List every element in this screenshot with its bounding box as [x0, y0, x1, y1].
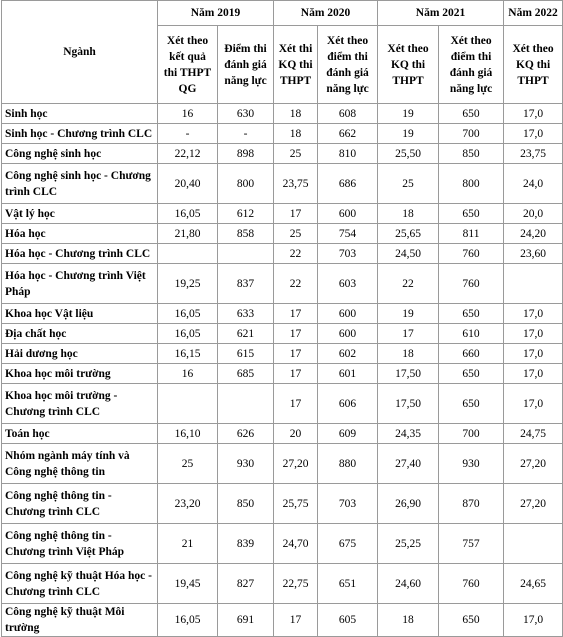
table-row — [2, 164, 563, 204]
subheader-2019-dgnl: Điểm thi đánh giá năng lực — [218, 26, 274, 104]
cell: 27,20 — [274, 444, 318, 484]
header-year-2019: Năm 2019 — [158, 1, 274, 26]
cell — [504, 524, 563, 564]
table-row — [2, 264, 563, 304]
cell: 17,50 — [378, 384, 439, 424]
cell: 17 — [274, 304, 318, 324]
cell: - — [158, 124, 218, 144]
table-row — [2, 384, 563, 424]
table-body — [2, 104, 563, 637]
cell: 21,80 — [158, 224, 218, 244]
row-name: Sinh học - Chương trình CLC — [2, 124, 158, 144]
table-row — [2, 484, 563, 524]
table-row — [2, 424, 563, 444]
cell: 18 — [378, 344, 439, 364]
row-name: Công nghệ thông tin - Chương trình CLC — [2, 484, 158, 524]
cell: 19,25 — [158, 264, 218, 304]
cell: 20 — [274, 424, 318, 444]
cell: 17,0 — [504, 104, 563, 124]
cell: 858 — [218, 224, 274, 244]
cell: 811 — [439, 224, 504, 244]
cell: 685 — [218, 364, 274, 384]
cell: 27,20 — [504, 484, 563, 524]
cell: 17 — [274, 324, 318, 344]
cell: 22 — [274, 264, 318, 304]
row-name: Sinh học — [2, 104, 158, 124]
cell: 17,50 — [378, 364, 439, 384]
cell: 757 — [439, 524, 504, 564]
cell: 23,60 — [504, 244, 563, 264]
row-name: Công nghệ sinh học — [2, 144, 158, 164]
cell: 930 — [218, 444, 274, 484]
cell: 26,90 — [378, 484, 439, 524]
table-row — [2, 364, 563, 384]
cell: 700 — [439, 424, 504, 444]
cell: 760 — [439, 244, 504, 264]
cell: 700 — [439, 124, 504, 144]
cell: 25,75 — [274, 484, 318, 524]
cell: 626 — [218, 424, 274, 444]
subheader-2019-thpt: Xét theo kết quả thi THPT QG — [158, 26, 218, 104]
cell: 22 — [274, 244, 318, 264]
cell: 16 — [158, 104, 218, 124]
cell — [218, 244, 274, 264]
cell: 703 — [318, 244, 378, 264]
table-row — [2, 444, 563, 484]
row-name: Hóa học — [2, 224, 158, 244]
cell: 22,12 — [158, 144, 218, 164]
cell: 23,75 — [504, 144, 563, 164]
subheader-2021-thpt: Xét theo KQ thi THPT — [378, 26, 439, 104]
header-year-2022: Năm 2022 — [504, 1, 563, 26]
cell: 17,0 — [504, 364, 563, 384]
cell: 25,65 — [378, 224, 439, 244]
cell: 880 — [318, 444, 378, 484]
cell: 810 — [318, 144, 378, 164]
subheader-2022-thpt: Xét theo KQ thi THPT — [504, 26, 563, 104]
row-name: Hải dương học — [2, 344, 158, 364]
cell: 27,40 — [378, 444, 439, 484]
cell: 608 — [318, 104, 378, 124]
cell: 650 — [439, 604, 504, 637]
cell: 17,0 — [504, 344, 563, 364]
row-name: Công nghệ thông tin - Chương trình Việt Pháp — [2, 524, 158, 564]
subheader-2020-dgnl: Xét theo điểm thi đánh giá năng lực — [318, 26, 378, 104]
cell: 16,05 — [158, 324, 218, 344]
cell: 651 — [318, 564, 378, 604]
cell: 24,0 — [504, 164, 563, 204]
cell: 691 — [218, 604, 274, 637]
cell: 17,0 — [504, 604, 563, 637]
cell: 16,05 — [158, 604, 218, 637]
row-name: Công nghệ kỹ thuật Hóa học - Chương trình CLC — [2, 564, 158, 604]
cell: 606 — [318, 384, 378, 424]
table-row — [2, 564, 563, 604]
cell: 24,65 — [504, 564, 563, 604]
cell — [158, 384, 218, 424]
cell: 827 — [218, 564, 274, 604]
header-year-2021: Năm 2021 — [378, 1, 504, 26]
cell: 20,0 — [504, 204, 563, 224]
cell: 850 — [218, 484, 274, 524]
cell: 609 — [318, 424, 378, 444]
cell: 662 — [318, 124, 378, 144]
table-row — [2, 244, 563, 264]
cell: 837 — [218, 264, 274, 304]
cell: 24,20 — [504, 224, 563, 244]
cell: 633 — [218, 304, 274, 324]
cell: 25,25 — [378, 524, 439, 564]
row-name: Hóa học - Chương trình CLC — [2, 244, 158, 264]
cell: 800 — [218, 164, 274, 204]
row-name: Toán học — [2, 424, 158, 444]
cell: 602 — [318, 344, 378, 364]
cell: 18 — [378, 204, 439, 224]
cell: 703 — [318, 484, 378, 524]
subheader-2021-dgnl: Xét theo điểm thi đánh giá năng lực — [439, 26, 504, 104]
row-name: Công nghệ sinh học - Chương trình CLC — [2, 164, 158, 204]
cell: 17 — [378, 324, 439, 344]
cell: 17,0 — [504, 124, 563, 144]
cell: 650 — [439, 204, 504, 224]
cell: 17 — [274, 364, 318, 384]
table-row — [2, 124, 563, 144]
cell: 19 — [378, 104, 439, 124]
row-name: Địa chất học — [2, 324, 158, 344]
table-row — [2, 324, 563, 344]
cell: 17,0 — [504, 304, 563, 324]
row-name: Vật lý học — [2, 204, 158, 224]
cell: 18 — [274, 104, 318, 124]
cell: 25,50 — [378, 144, 439, 164]
cell: 601 — [318, 364, 378, 384]
cell: 754 — [318, 224, 378, 244]
cell: 760 — [439, 264, 504, 304]
row-name: Hóa học - Chương trình Việt Pháp — [2, 264, 158, 304]
cell: - — [218, 124, 274, 144]
table-row — [2, 104, 563, 124]
cell: 839 — [218, 524, 274, 564]
cell: 16 — [158, 364, 218, 384]
cell: 600 — [318, 324, 378, 344]
cell — [218, 384, 274, 424]
row-name: Nhóm ngành máy tính và Công nghệ thông tin — [2, 444, 158, 484]
cell: 17,0 — [504, 384, 563, 424]
row-name: Khoa học môi trường - Chương trình CLC — [2, 384, 158, 424]
table-row — [2, 524, 563, 564]
cell: 675 — [318, 524, 378, 564]
cell: 610 — [439, 324, 504, 344]
cell: 24,70 — [274, 524, 318, 564]
cell: 605 — [318, 604, 378, 637]
row-name: Khoa học môi trường — [2, 364, 158, 384]
cell: 16,05 — [158, 304, 218, 324]
cell: 660 — [439, 344, 504, 364]
table-row — [2, 344, 563, 364]
cell: 870 — [439, 484, 504, 524]
cell: 24,50 — [378, 244, 439, 264]
cell: 17,0 — [504, 324, 563, 344]
header-nganh: Ngành — [2, 1, 158, 104]
cell: 17 — [274, 204, 318, 224]
cell: 17 — [274, 344, 318, 364]
cell: 650 — [439, 304, 504, 324]
cell: 16,15 — [158, 344, 218, 364]
cell: 898 — [218, 144, 274, 164]
cell: 25 — [274, 224, 318, 244]
cell: 21 — [158, 524, 218, 564]
cell: 17 — [274, 384, 318, 424]
cell — [158, 244, 218, 264]
cell: 25 — [378, 164, 439, 204]
cell: 18 — [378, 604, 439, 637]
cell: 603 — [318, 264, 378, 304]
cell: 850 — [439, 144, 504, 164]
cell: 25 — [158, 444, 218, 484]
cell: 27,20 — [504, 444, 563, 484]
cell: 16,05 — [158, 204, 218, 224]
row-name: Khoa học Vật liệu — [2, 304, 158, 324]
cell: 19 — [378, 304, 439, 324]
subheader-2020-thpt: Xét thi KQ thi THPT — [274, 26, 318, 104]
cell: 25 — [274, 144, 318, 164]
cell: 22 — [378, 264, 439, 304]
cell: 24,60 — [378, 564, 439, 604]
cell: 650 — [439, 364, 504, 384]
header-year-2020: Năm 2020 — [274, 1, 378, 26]
cell: 650 — [439, 384, 504, 424]
cell — [504, 264, 563, 304]
cell: 19 — [378, 124, 439, 144]
row-name: Công nghệ kỹ thuật Môi trường — [2, 604, 158, 637]
cell: 20,40 — [158, 164, 218, 204]
cell: 16,10 — [158, 424, 218, 444]
cell: 686 — [318, 164, 378, 204]
cell: 760 — [439, 564, 504, 604]
cell: 621 — [218, 324, 274, 344]
table-row — [2, 304, 563, 324]
cell: 930 — [439, 444, 504, 484]
cell: 800 — [439, 164, 504, 204]
cell: 600 — [318, 304, 378, 324]
table-row — [2, 204, 563, 224]
cell: 615 — [218, 344, 274, 364]
table-row — [2, 144, 563, 164]
cell: 23,20 — [158, 484, 218, 524]
cell: 22,75 — [274, 564, 318, 604]
cell: 18 — [274, 124, 318, 144]
cell: 17 — [274, 604, 318, 637]
admission-score-table — [1, 0, 563, 637]
cell: 650 — [439, 104, 504, 124]
cell: 24,75 — [504, 424, 563, 444]
cell: 23,75 — [274, 164, 318, 204]
cell: 630 — [218, 104, 274, 124]
cell: 24,35 — [378, 424, 439, 444]
cell: 612 — [218, 204, 274, 224]
table-row — [2, 604, 563, 637]
cell: 600 — [318, 204, 378, 224]
cell: 19,45 — [158, 564, 218, 604]
table-row — [2, 224, 563, 244]
